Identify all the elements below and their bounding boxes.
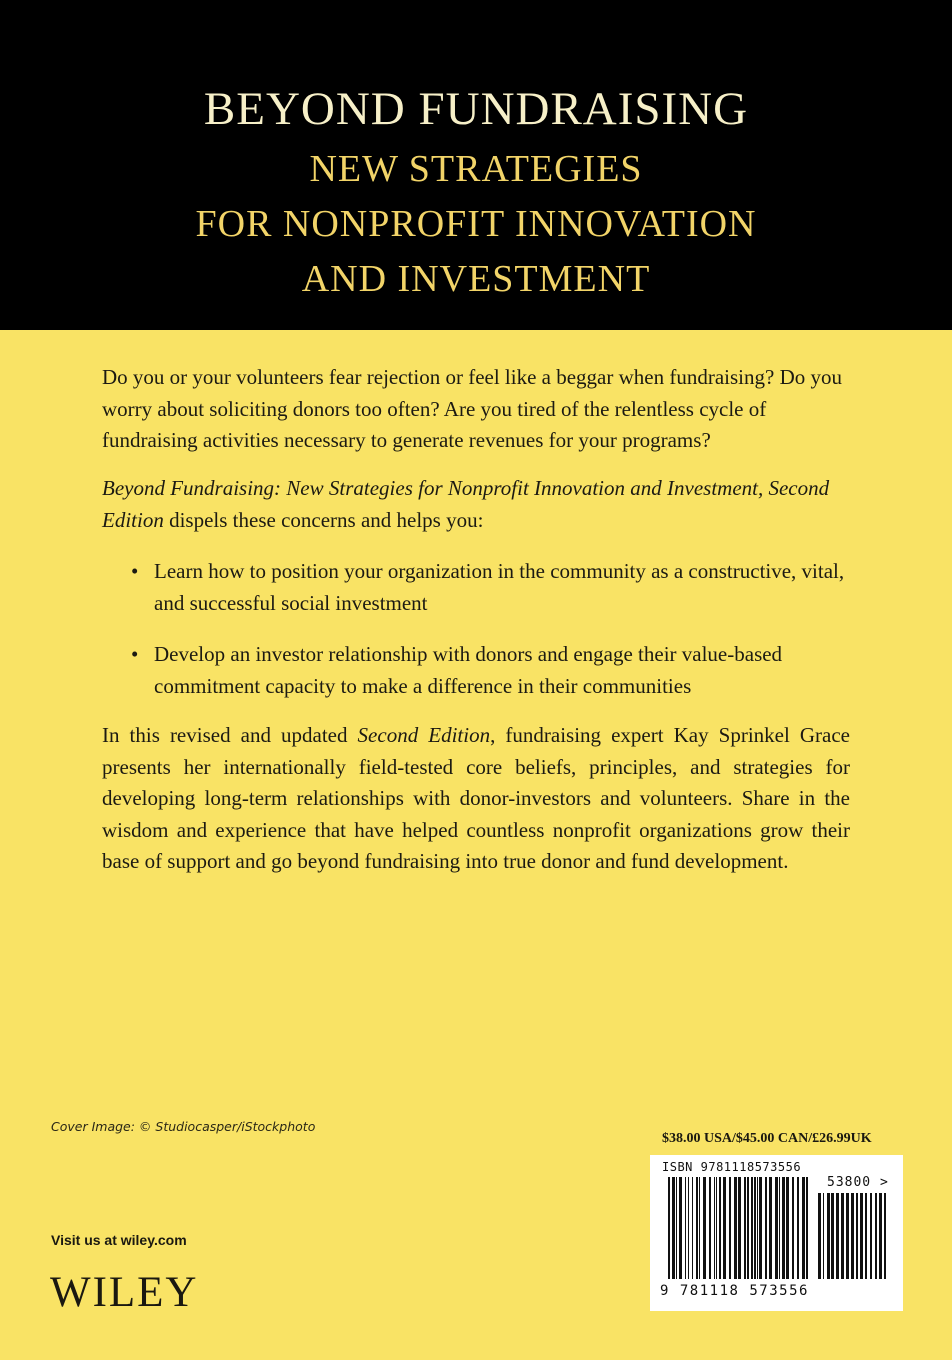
edition-italic: Second Edition (357, 723, 491, 747)
addon-barcode-bar (870, 1193, 872, 1279)
barcode-bar (806, 1177, 808, 1279)
addon-barcode-bar (846, 1193, 849, 1279)
subtitle-line-2: FOR NONPROFIT INNOVATION (195, 203, 757, 245)
addon-barcode-bar (856, 1193, 858, 1279)
barcode-bar (751, 1177, 753, 1279)
full-title-italic: Beyond Fundraising: New Strategies for Nonprofit Innovation and Investment, Second Edition (102, 476, 830, 532)
barcode-bar (802, 1177, 805, 1279)
intro-paragraph: Do you or your volunteers fear rejection or feel like a beggar when fundraising? Do you worry about soliciting donors too often? Are you tired of the relentless cycle of fundraising activities necessary to generate revenues for your programs? (102, 365, 842, 452)
addon-barcode-bar (831, 1193, 834, 1279)
barcode-bar (757, 1177, 758, 1279)
addon-barcode-bar (860, 1193, 863, 1279)
barcode-bar (769, 1177, 772, 1279)
cover-image-credit: Cover Image: © Studiocasper/iStockphoto (51, 1119, 316, 1134)
bullet-dot: • (131, 559, 139, 583)
publisher-website: Visit us at wiley.com (51, 1232, 187, 1248)
barcode-bar (754, 1177, 756, 1279)
title-banner (0, 0, 952, 330)
addon-barcode-bar (865, 1193, 867, 1279)
price-code: 53800 > (827, 1175, 889, 1190)
addon-barcode-bar (836, 1193, 839, 1279)
subtitle-line-3: AND INVESTMENT (301, 258, 651, 300)
barcode-bar (676, 1177, 677, 1279)
barcode-bar (792, 1177, 794, 1279)
barcode-bar (775, 1177, 778, 1279)
barcode-bar (723, 1177, 726, 1279)
addon-barcode-bar (818, 1193, 821, 1279)
barcode-bar (714, 1177, 715, 1279)
barcode-bar (738, 1177, 741, 1279)
barcode-bar (747, 1177, 749, 1279)
book-title: BEYOND FUNDRAISING (203, 83, 749, 135)
barcode-bar (779, 1177, 780, 1279)
subtitle-line-1: NEW STRATEGIES (309, 148, 643, 190)
author-paragraph-start: In this revised and updated (102, 723, 358, 747)
barcode-bar (729, 1177, 731, 1279)
barcode-bar (734, 1177, 737, 1279)
barcode-bar (782, 1177, 785, 1279)
barcode-bar (719, 1177, 721, 1279)
barcode-bar (668, 1177, 670, 1279)
bullet-text: Learn how to position your organization in the community as a constructive, vital, and successful social investment (154, 559, 845, 615)
summary-rest: dispels these concerns and helps you: (163, 507, 484, 532)
barcode-digits: 9 781118 573556 (660, 1283, 809, 1299)
barcode-bar (692, 1177, 693, 1279)
barcode-bar (709, 1177, 711, 1279)
addon-barcode-bar (841, 1193, 844, 1279)
barcode-bar (797, 1177, 799, 1279)
addon-barcode-bar (875, 1193, 877, 1279)
addon-barcode-bar (851, 1193, 854, 1279)
isbn-label: ISBN 9781118573556 (662, 1160, 802, 1174)
barcode-bar (703, 1177, 706, 1279)
barcode-bar (679, 1177, 682, 1279)
price-label: $38.00 USA/$45.00 CAN/£26.99UK (662, 1131, 872, 1146)
bullet-text: Develop an investor relationship with donors and engage their value-based commitment capacity to make a difference in their communities (154, 642, 783, 698)
barcode-bar (696, 1177, 698, 1279)
bullet-dot: • (131, 642, 139, 666)
barcode-bar (744, 1177, 746, 1279)
barcode-bar (685, 1177, 686, 1279)
summary-paragraph (102, 473, 850, 536)
wiley-logo: WILEY (50, 1269, 199, 1316)
barcode-bar (786, 1177, 789, 1279)
barcode-bar (759, 1177, 762, 1279)
barcode-bar (688, 1177, 689, 1279)
addon-barcode-bar (823, 1193, 824, 1279)
barcode-panel (650, 1155, 903, 1311)
author-paragraph-rest: , fundraising expert Kay Sprinkel Grace presents her internationally field-tested core beliefs, principles, and strategies for developing long-term relationships with donor-investors and volunteers. Share in the wisdom and experience that have helped countless nonprofit organizations grow their base of support and go beyond fundraising into true donor and fund development. (102, 723, 850, 873)
barcode-bar (672, 1177, 675, 1279)
barcode-bar (699, 1177, 700, 1279)
addon-barcode-bar (879, 1193, 882, 1279)
addon-barcode-bar (827, 1193, 830, 1279)
barcode-bar (765, 1177, 767, 1279)
barcode-bar (716, 1177, 717, 1279)
addon-barcode-bar (884, 1193, 886, 1279)
author-paragraph (102, 720, 850, 878)
